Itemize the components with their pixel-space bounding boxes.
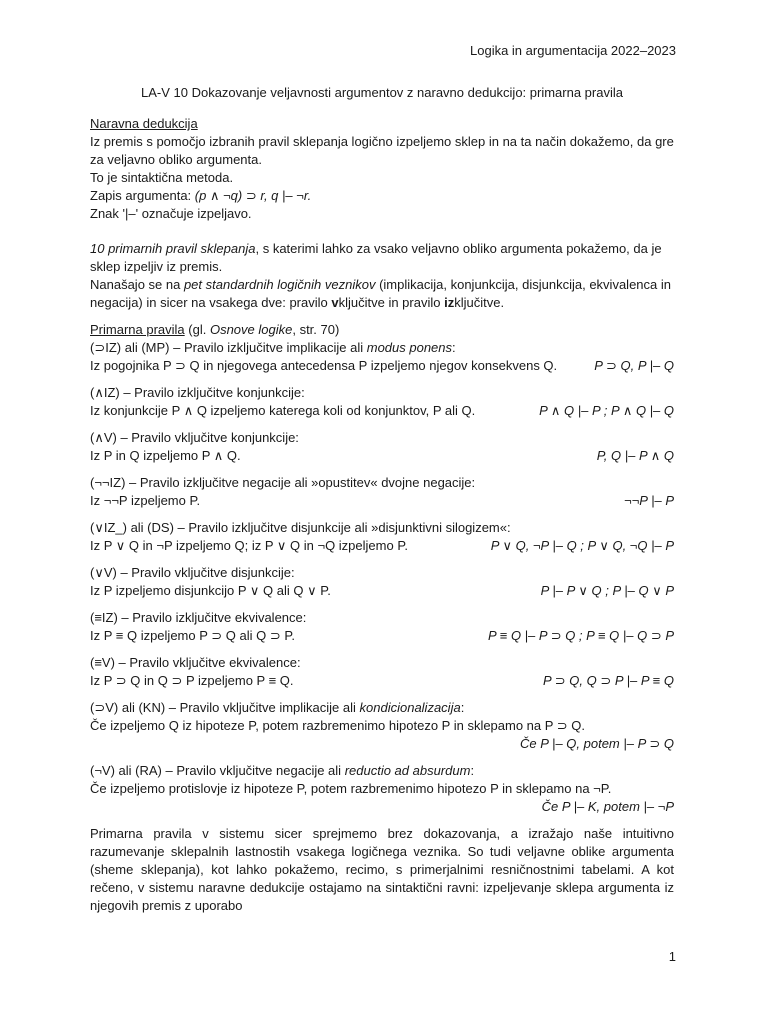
- rule-title: (⊃V) ali (KN) – Pravilo vključitve implikacije ali kondicionalizacija:: [90, 700, 465, 715]
- paragraph-connectives: Nanašajo se na pet standardnih logičnih veznikov (implikacija, konjunkcija, disjunkcija, ekvivalenca in negacija) in sicer na vsakega dve: pravilo vključitve in pravilo izključitve.: [90, 277, 671, 310]
- rule-body: [90, 672, 674, 690]
- rule-title: (≡IZ) – Pravilo izključitve ekvivalence:: [90, 610, 307, 625]
- rule-body: [90, 627, 674, 645]
- rule-formula: Če P |– K, potem |– ¬P: [541, 799, 674, 814]
- rule-double-negation: [90, 474, 674, 510]
- rule-body: [90, 582, 674, 600]
- rule-title: (∧V) – Pravilo vključitve konjunkcije:: [90, 430, 299, 445]
- rule-formula: P ⊃ Q, Q ⊃ P |– P ≡ Q: [542, 673, 674, 688]
- rule-description: Iz P ∨ Q in ¬P izpeljemo Q; iz P ∨ Q in ¬Q izpeljemo P.: [90, 538, 408, 553]
- rule-description: Iz P ≡ Q izpeljemo P ⊃ Q ali Q ⊃ P.: [90, 628, 295, 643]
- document-title: LA-V 10 Dokazovanje veljavnosti argumentov z naravno dedukcijo: primarna pravila: [141, 85, 623, 100]
- rule-formula: P |– P ∨ Q ; P |– Q ∨ P: [540, 583, 674, 598]
- rule-formula: P, Q |– P ∧ Q: [596, 448, 674, 463]
- page-number: 1: [668, 949, 676, 964]
- rule-description: Iz konjunkcije P ∧ Q izpeljemo katerega koli od konjunktov, P ali Q.: [90, 403, 476, 418]
- rule-description: Iz ¬¬P izpeljemo P.: [90, 493, 201, 508]
- rule-description: Iz P ⊃ Q in Q ⊃ P izpeljemo P ≡ Q.: [90, 673, 294, 688]
- rule-title: (⊃IZ) ali (MP) – Pravilo izključitve implikacije ali modus ponens:: [90, 340, 456, 355]
- section-heading-primarna-pravila: Primarna pravila (gl. Osnove logike, str. 70): [90, 322, 340, 337]
- paragraph: To je sintaktična metoda.: [90, 170, 234, 185]
- page-header: Logika in argumentacija 2022–2023: [470, 43, 676, 58]
- paragraph: Znak '|–' označuje izpeljavo.: [90, 206, 252, 221]
- rule-disj-intro: [90, 564, 674, 600]
- argument-formula: (p ∧ ¬q) ⊃ r, q |– ¬r.: [194, 188, 312, 203]
- rule-formula: ¬¬P |– P: [624, 493, 674, 508]
- rule-kn: [90, 699, 674, 753]
- rule-formula: P ∧ Q |– P ; P ∧ Q |– Q: [539, 403, 674, 418]
- rule-title: (≡V) – Pravilo vključitve ekvivalence:: [90, 655, 301, 670]
- rule-body: [90, 447, 674, 465]
- paragraph: Iz premis s pomočjo izbranih pravil sklepanja logično izpeljemo sklep in na ta način dokažemo, da gre za veljavno obliko argumenta.: [90, 134, 674, 167]
- rule-equiv-intro: [90, 654, 674, 690]
- rule-body: [90, 402, 674, 420]
- rule-conj-intro: [90, 429, 674, 465]
- document-body: [90, 84, 674, 915]
- rule-description: Iz pogojnika P ⊃ Q in njegovega antecedensa P izpeljemo njegov konsekvens Q.: [90, 358, 558, 373]
- rule-description: Iz P in Q izpeljemo P ∧ Q.: [90, 448, 241, 463]
- rule-formula: P ⊃ Q, P |– Q: [594, 358, 674, 373]
- argument-notation: Zapis argumenta: (p ∧ ¬q) ⊃ r, q |– ¬r.: [90, 188, 312, 203]
- rule-description: Če izpeljemo Q iz hipoteze P, potem razbremenimo hipotezo P in sklepamo na P ⊃ Q.: [90, 718, 586, 733]
- rule-body: [90, 537, 674, 555]
- section-heading-naravna-dedukcija: Naravna dedukcija: [90, 116, 198, 131]
- rule-body: [90, 492, 674, 510]
- rule-equiv-elim: [90, 609, 674, 645]
- rule-description: Če izpeljemo protislovje iz hipoteze P, potem razbremenimo hipotezo P in sklepamo na ¬P.: [90, 781, 612, 796]
- rule-description: Iz P izpeljemo disjunkcijo P ∨ Q ali Q ∨ P.: [90, 583, 331, 598]
- rule-formula: P ∨ Q, ¬P |– Q ; P ∨ Q, ¬Q |– P: [490, 538, 674, 553]
- rule-title: (∧IZ) – Pravilo izključitve konjunkcije:: [90, 385, 305, 400]
- rule-conj-elim: [90, 384, 674, 420]
- paragraph-primary-rules-intro: 10 primarnih pravil sklepanja, s katerimi lahko za vsako veljavno obliko argumenta pokažemo, da je sklep izpeljiv iz premis.: [90, 241, 662, 274]
- rule-formula: Če P |– Q, potem |– P ⊃ Q: [520, 736, 674, 751]
- closing-paragraph: Primarna pravila v sistemu sicer sprejmemo brez dokazovanja, a izražajo naše intuitivno razumevanje sklepalnih lastnostih vsakega logičnega veznika. So tudi veljavne oblike argumenta (sheme sklepanja), kot lahko pokažemo, recimo, s primerjalnimi resničnostnimi tabelami. A kot rečeno, v sistemu naravne dedukcije ostajamo na sintaktični ravni: izpeljevanje sklepa argumenta iz njegovih premis z uporabo: [90, 826, 674, 913]
- rule-body: [90, 357, 674, 375]
- rule-ds: [90, 519, 674, 555]
- rule-ra: [90, 762, 674, 816]
- rule-title: (¬¬IZ) – Pravilo izključitve negacije ali »opustitev« dvojne negacije:: [90, 475, 476, 490]
- rule-formula: P ≡ Q |– P ⊃ Q ; P ≡ Q |– Q ⊃ P: [487, 628, 674, 643]
- rule-title: (∨V) – Pravilo vključitve disjunkcije:: [90, 565, 295, 580]
- rule-title: (∨IZ_) ali (DS) – Pravilo izključitve disjunkcije ali »disjunktivni silogizem«:: [90, 520, 511, 535]
- rule-mp: [90, 339, 674, 375]
- rule-title: (¬V) ali (RA) – Pravilo vključitve negacije ali reductio ad absurdum:: [90, 763, 475, 778]
